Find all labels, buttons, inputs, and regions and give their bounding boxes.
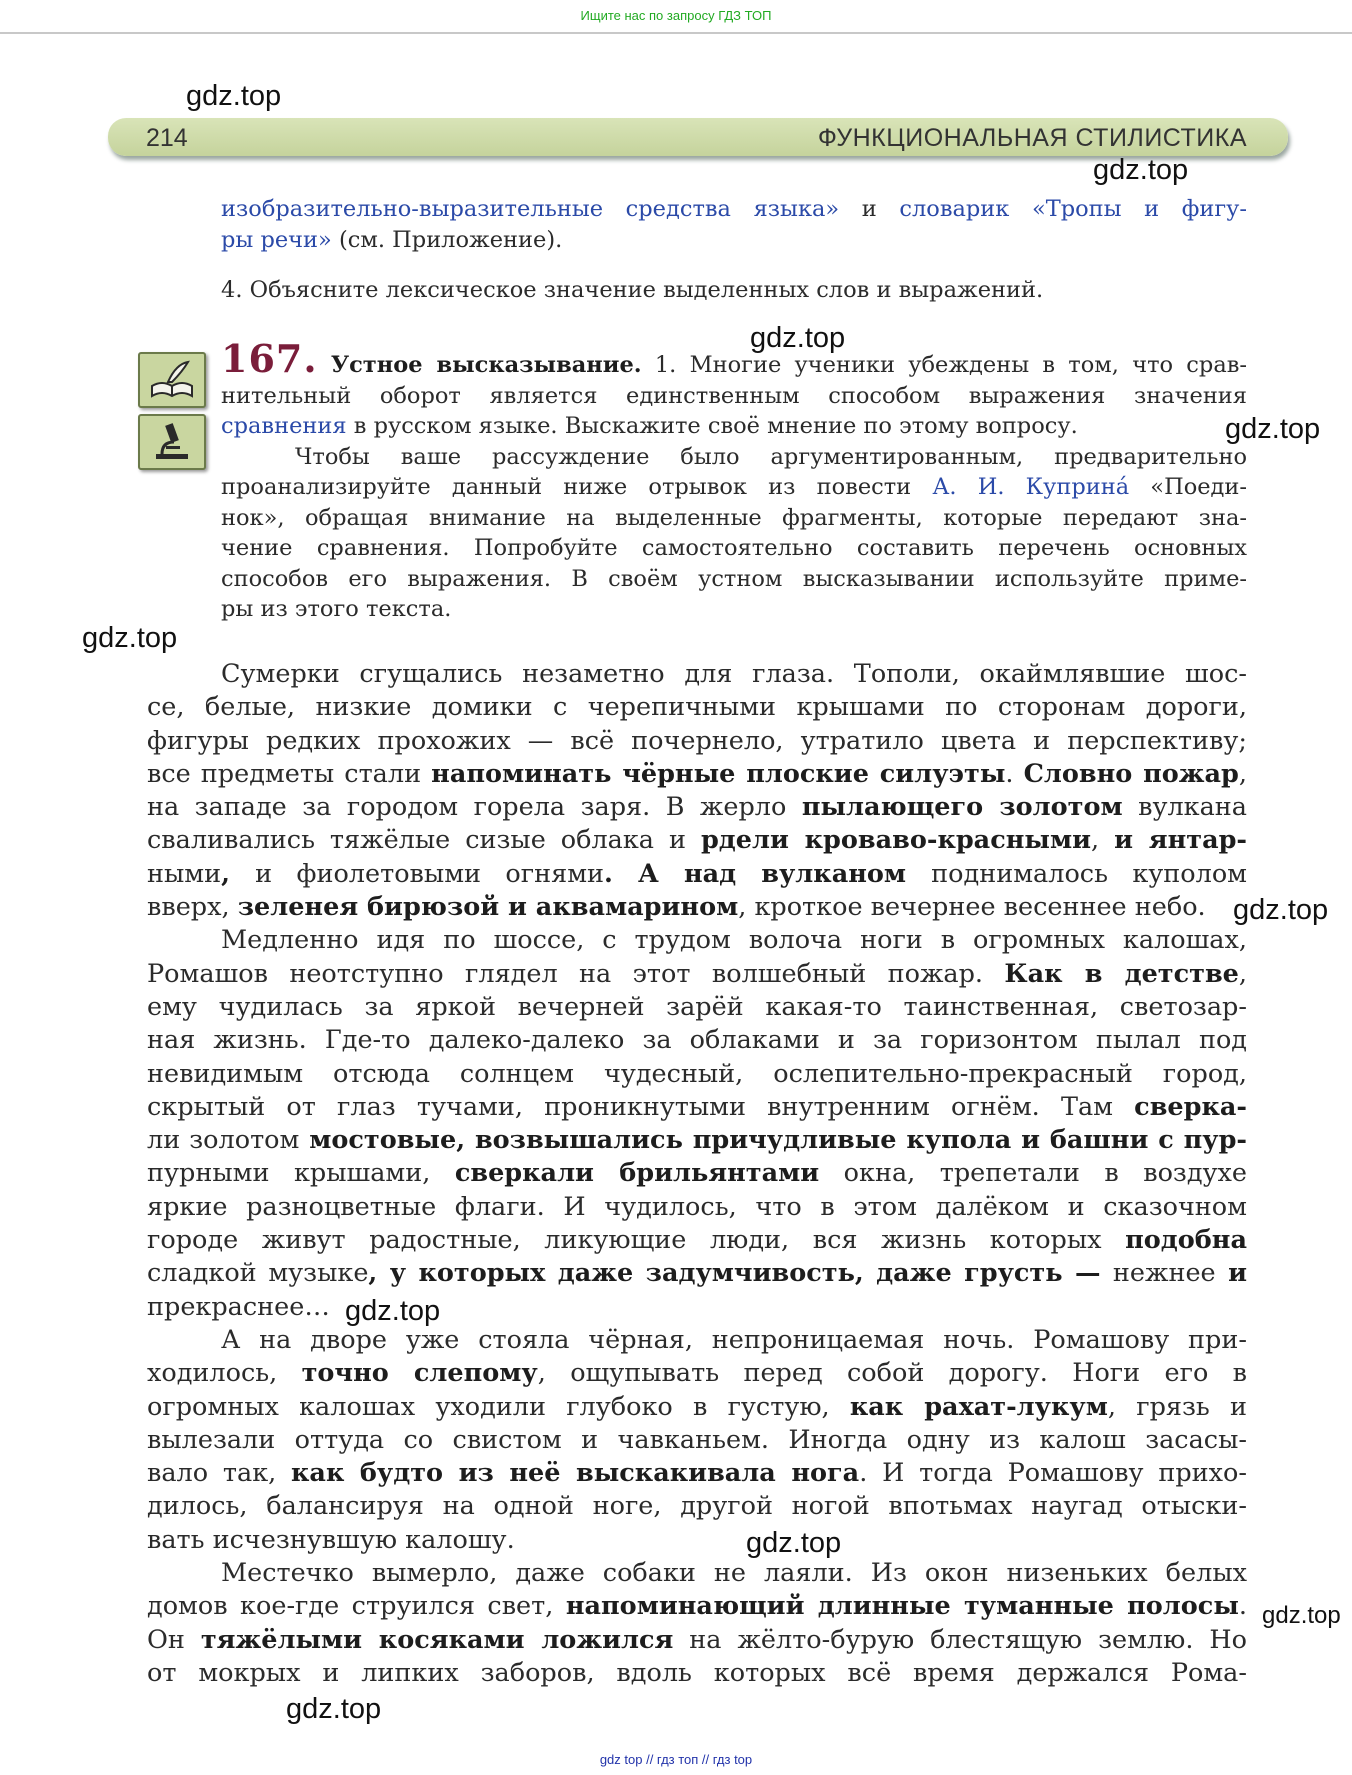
excerpt-line xyxy=(147,1157,1247,1190)
excerpt-line xyxy=(147,1657,1247,1690)
excerpt-segment: ему чудилась за яркой вечерней зарёй какая-то таинственная, светозар- xyxy=(147,991,1247,1022)
excerpt-segment: Медленно идя по шоссе, с трудом волоча ноги в огромных калошах, xyxy=(221,925,1247,956)
excerpt-segment: от мокрых и липких заборов, вдоль которых всё время держался Рома- xyxy=(147,1657,1247,1688)
excerpt-line xyxy=(147,858,1247,891)
excerpt-segment: вулкана xyxy=(1122,792,1247,823)
highlighted-phrase: как рахат-лукум xyxy=(849,1391,1108,1422)
excerpt-segment: , грязь и xyxy=(1107,1391,1247,1422)
excerpt-segment: Местечко вымерло, даже собаки не лаяли. Из окон низеньких белых xyxy=(221,1558,1247,1589)
highlighted-phrase: напоминать чёрные плоские силуэты xyxy=(431,758,1006,789)
excerpt-segment: , ощупывать перед собой дорогу. Ноги его в xyxy=(537,1358,1248,1389)
link-tropes-dictionary[interactable]: словарик «Тропы и фигу- xyxy=(899,196,1247,222)
excerpt-line xyxy=(147,1291,1247,1324)
exercise-text: нительный оборот является единственным способом выражения значения xyxy=(221,382,1247,409)
excerpt-segment: А на дворе уже стояла чёрная, непроницаемая ночь. Ромашову при- xyxy=(221,1324,1247,1355)
highlighted-phrase: . А над вулканом xyxy=(604,858,932,889)
excerpt-segment: . xyxy=(1005,758,1024,789)
excerpt-segment: на западе за городом горела заря. В жерло xyxy=(147,792,802,823)
excerpt-segment: дилось, балансируя на одной ноге, другой ногой впотьмах наугад отыски- xyxy=(147,1491,1247,1522)
excerpt-line xyxy=(147,924,1247,957)
task-4 xyxy=(221,275,1247,306)
excerpt-line xyxy=(147,1058,1247,1091)
book-quill-icon xyxy=(138,352,206,408)
top-banner-text: Ищите нас по запросу ГДЗ ТОП xyxy=(580,8,772,23)
highlighted-phrase: пылающего золотом xyxy=(801,792,1123,823)
excerpt-segment: вало так, xyxy=(147,1458,292,1489)
highlighted-phrase: , xyxy=(221,858,256,889)
excerpt-segment: поднималось куполом xyxy=(931,858,1248,889)
excerpt-segment: , xyxy=(1238,758,1247,789)
highlighted-phrase: зеленея бирюзой и аквамарином xyxy=(237,892,739,923)
excerpt-segment: прекраснее… xyxy=(147,1291,330,1322)
excerpt-segment: окна, трепетали в воздухе xyxy=(819,1158,1248,1189)
exercise-text: 1. Многие ученики убеждены в том, что срав- xyxy=(641,352,1247,378)
watermark: gdz.top xyxy=(750,322,846,354)
highlighted-phrase: сверка- xyxy=(1134,1091,1247,1122)
exercise-text: Чтобы ваше рассуждение было аргументированным, предварительно xyxy=(295,443,1247,470)
highlighted-phrase: рдели кроваво-красными xyxy=(700,825,1092,856)
excerpt-line xyxy=(147,1557,1247,1590)
excerpt-segment: . xyxy=(1238,1591,1247,1622)
exercise-title: Устное высказывание. xyxy=(330,352,642,378)
exercise-text: в русском языке. Выскажите своё мнение по этому вопросу. xyxy=(346,413,1078,439)
excerpt-segment: , кроткое вечернее весеннее небо. xyxy=(738,892,1206,923)
excerpt-line xyxy=(147,958,1247,991)
excerpt-line xyxy=(147,1224,1247,1257)
intro-text: и xyxy=(839,196,900,222)
excerpt-line xyxy=(147,1257,1247,1290)
excerpt-segment: вать исчезнувшую калошу. xyxy=(147,1524,515,1555)
highlighted-phrase: Словно пожар xyxy=(1023,758,1239,789)
highlighted-phrase: подобна xyxy=(1125,1225,1247,1256)
excerpt-line xyxy=(147,1191,1247,1224)
intro-text: (см. Приложение). xyxy=(331,226,563,253)
excerpt-segment: Он xyxy=(147,1624,201,1655)
exercise-text: ры из этого текста. xyxy=(221,596,452,622)
exercise-text: проанализируйте данный ниже отрывок из повести xyxy=(221,474,933,500)
excerpt-line xyxy=(147,1457,1247,1490)
excerpt-line xyxy=(147,758,1247,791)
excerpt-segment: и фиолетовыми огнями xyxy=(255,858,605,889)
highlighted-phrase: напоминающий длинные туманные полосы xyxy=(565,1591,1239,1622)
footer-links: gdz top // гдз топ // гдз top xyxy=(599,1752,753,1767)
excerpt-line xyxy=(147,1091,1247,1124)
excerpt-line xyxy=(147,1624,1247,1657)
highlighted-phrase: и xyxy=(1215,1258,1247,1289)
excerpt-segment: нежнее xyxy=(1112,1258,1216,1289)
watermark: gdz.top xyxy=(1093,154,1189,186)
highlighted-phrase: мостовые, возвышались причудливые купола и башни с пур- xyxy=(299,1125,1248,1156)
watermark: gdz.top xyxy=(286,1693,382,1725)
excerpt-segment: Ромашов неотступно глядел на этот волшебный пожар. xyxy=(147,958,1005,989)
watermark: gdz.top xyxy=(1233,894,1329,926)
intro-block xyxy=(221,194,1247,255)
exercise-number: 167. xyxy=(221,336,318,381)
watermark: gdz.top xyxy=(1225,413,1321,445)
excerpt-line xyxy=(147,791,1247,824)
excerpt-line xyxy=(147,1524,1247,1557)
excerpt-line xyxy=(147,1490,1247,1523)
excerpt-segment: скрытый от глаз тучами, проникнутыми внутренним огнём. Там xyxy=(147,1091,1135,1122)
highlighted-phrase: тяжёлыми косяками ложился xyxy=(200,1624,674,1655)
microscope-icon xyxy=(138,414,206,470)
top-banner xyxy=(0,0,1352,34)
excerpt-text xyxy=(147,658,1247,1690)
excerpt-line xyxy=(147,824,1247,857)
excerpt-segment: ходилось, xyxy=(147,1358,302,1389)
exercise-text: способов его выражения. В своём устном высказывании используйте приме- xyxy=(221,565,1247,592)
highlighted-phrase: сверкали брильянтами xyxy=(454,1158,820,1189)
exercise-text: «Поеди- xyxy=(1129,474,1248,500)
excerpt-segment: все предметы стали xyxy=(147,758,432,789)
exercise-text: нок», обращая внимание на выделенные фрагменты, которые передают зна- xyxy=(221,504,1247,531)
excerpt-segment: сладкой музыке xyxy=(147,1258,369,1289)
excerpt-segment: , xyxy=(1238,958,1247,989)
excerpt-segment: , xyxy=(1091,825,1115,856)
excerpt-segment: яркие разноцветные флаги. И чудилось, что в этом далёком и сказочном xyxy=(147,1191,1247,1222)
excerpt-line xyxy=(147,991,1247,1024)
excerpt-segment: на жёлто-бурую блестящую землю. Но xyxy=(673,1624,1247,1655)
task-4-text: 4. Объясните лексическое значение выделенных слов и выражений. xyxy=(221,277,1044,303)
watermark: gdz.top xyxy=(82,622,178,654)
excerpt-line xyxy=(147,1324,1247,1357)
excerpt-line xyxy=(147,891,1247,924)
link-expressive-means[interactable]: изобразительно-выразительные средства языка» xyxy=(221,196,840,222)
excerpt-segment: городе живут радостные, ликующие люди, вся жизнь которых xyxy=(147,1225,1126,1256)
highlighted-phrase: как будто из неё выскакивала нога xyxy=(291,1458,860,1489)
excerpt-segment: пурными крышами, xyxy=(147,1158,455,1189)
excerpt-segment: се, белые, низкие домики с черепичными крышами по сторонам дороги, xyxy=(147,692,1247,723)
exercise-text: чение сравнения. Попробуйте самостоятельно составить перечень основных xyxy=(221,535,1247,561)
highlighted-phrase: и янтар- xyxy=(1114,825,1248,856)
excerpt-line xyxy=(147,1391,1247,1424)
excerpt-segment: Сумерки сгущались незаметно для глаза. Тополи, окаймлявшие шос- xyxy=(221,659,1247,689)
highlighted-phrase: , у которых даже задумчивость, даже грусть — xyxy=(368,1258,1113,1289)
excerpt-segment: невидимым отсюда солнцем чудесный, ослепительно-прекрасный город, xyxy=(147,1058,1247,1089)
excerpt-segment: ная жизнь. Где-то далеко-далеко за облаками и за горизонтом пылал под xyxy=(147,1025,1247,1056)
excerpt-line xyxy=(147,691,1247,724)
excerpt-line xyxy=(147,1357,1247,1390)
excerpt-segment: вылезали оттуда со свистом и чавканьем. Иногда одну из калош засасы- xyxy=(147,1424,1247,1455)
highlighted-phrase: точно слепому xyxy=(301,1358,538,1389)
highlighted-phrase: Как в детстве xyxy=(1004,958,1239,989)
excerpt-segment: ли золотом xyxy=(147,1125,300,1156)
excerpt-segment: . И тогда Ромашову прихо- xyxy=(859,1458,1247,1489)
excerpt-segment: ными xyxy=(147,858,222,889)
excerpt-line xyxy=(147,1424,1247,1457)
watermark: gdz.top xyxy=(746,1527,842,1559)
page-number: 214 xyxy=(146,124,188,152)
excerpt-line xyxy=(147,1590,1247,1623)
watermark: gdz.top xyxy=(1262,1602,1341,1629)
excerpt-segment: огромных калошах уходили глубоко в густую, xyxy=(147,1391,850,1422)
link-comparison[interactable]: сравнения xyxy=(221,413,347,439)
excerpt-line xyxy=(147,725,1247,758)
excerpt-line xyxy=(147,1024,1247,1057)
excerpt-line xyxy=(147,1124,1247,1157)
excerpt-segment: фигуры редких прохожих — всё почернело, утратило цвета и перспективу; xyxy=(147,725,1247,756)
excerpt-line xyxy=(147,658,1247,691)
link-kuprin[interactable]: А. И. Куприна́ xyxy=(932,474,1130,500)
watermark: gdz.top xyxy=(345,1295,441,1327)
section-title: ФУНКЦИОНАЛЬНАЯ СТИЛИСТИКА xyxy=(817,124,1247,152)
excerpt-segment: сваливались тяжёлые сизые облака и xyxy=(147,825,701,856)
excerpt-segment: вверх, xyxy=(147,892,238,923)
link-tropes-dictionary-cont[interactable]: ры речи» xyxy=(221,226,332,253)
excerpt-segment: домов кое-где струился свет, xyxy=(147,1591,566,1622)
watermark: gdz.top xyxy=(186,80,282,112)
